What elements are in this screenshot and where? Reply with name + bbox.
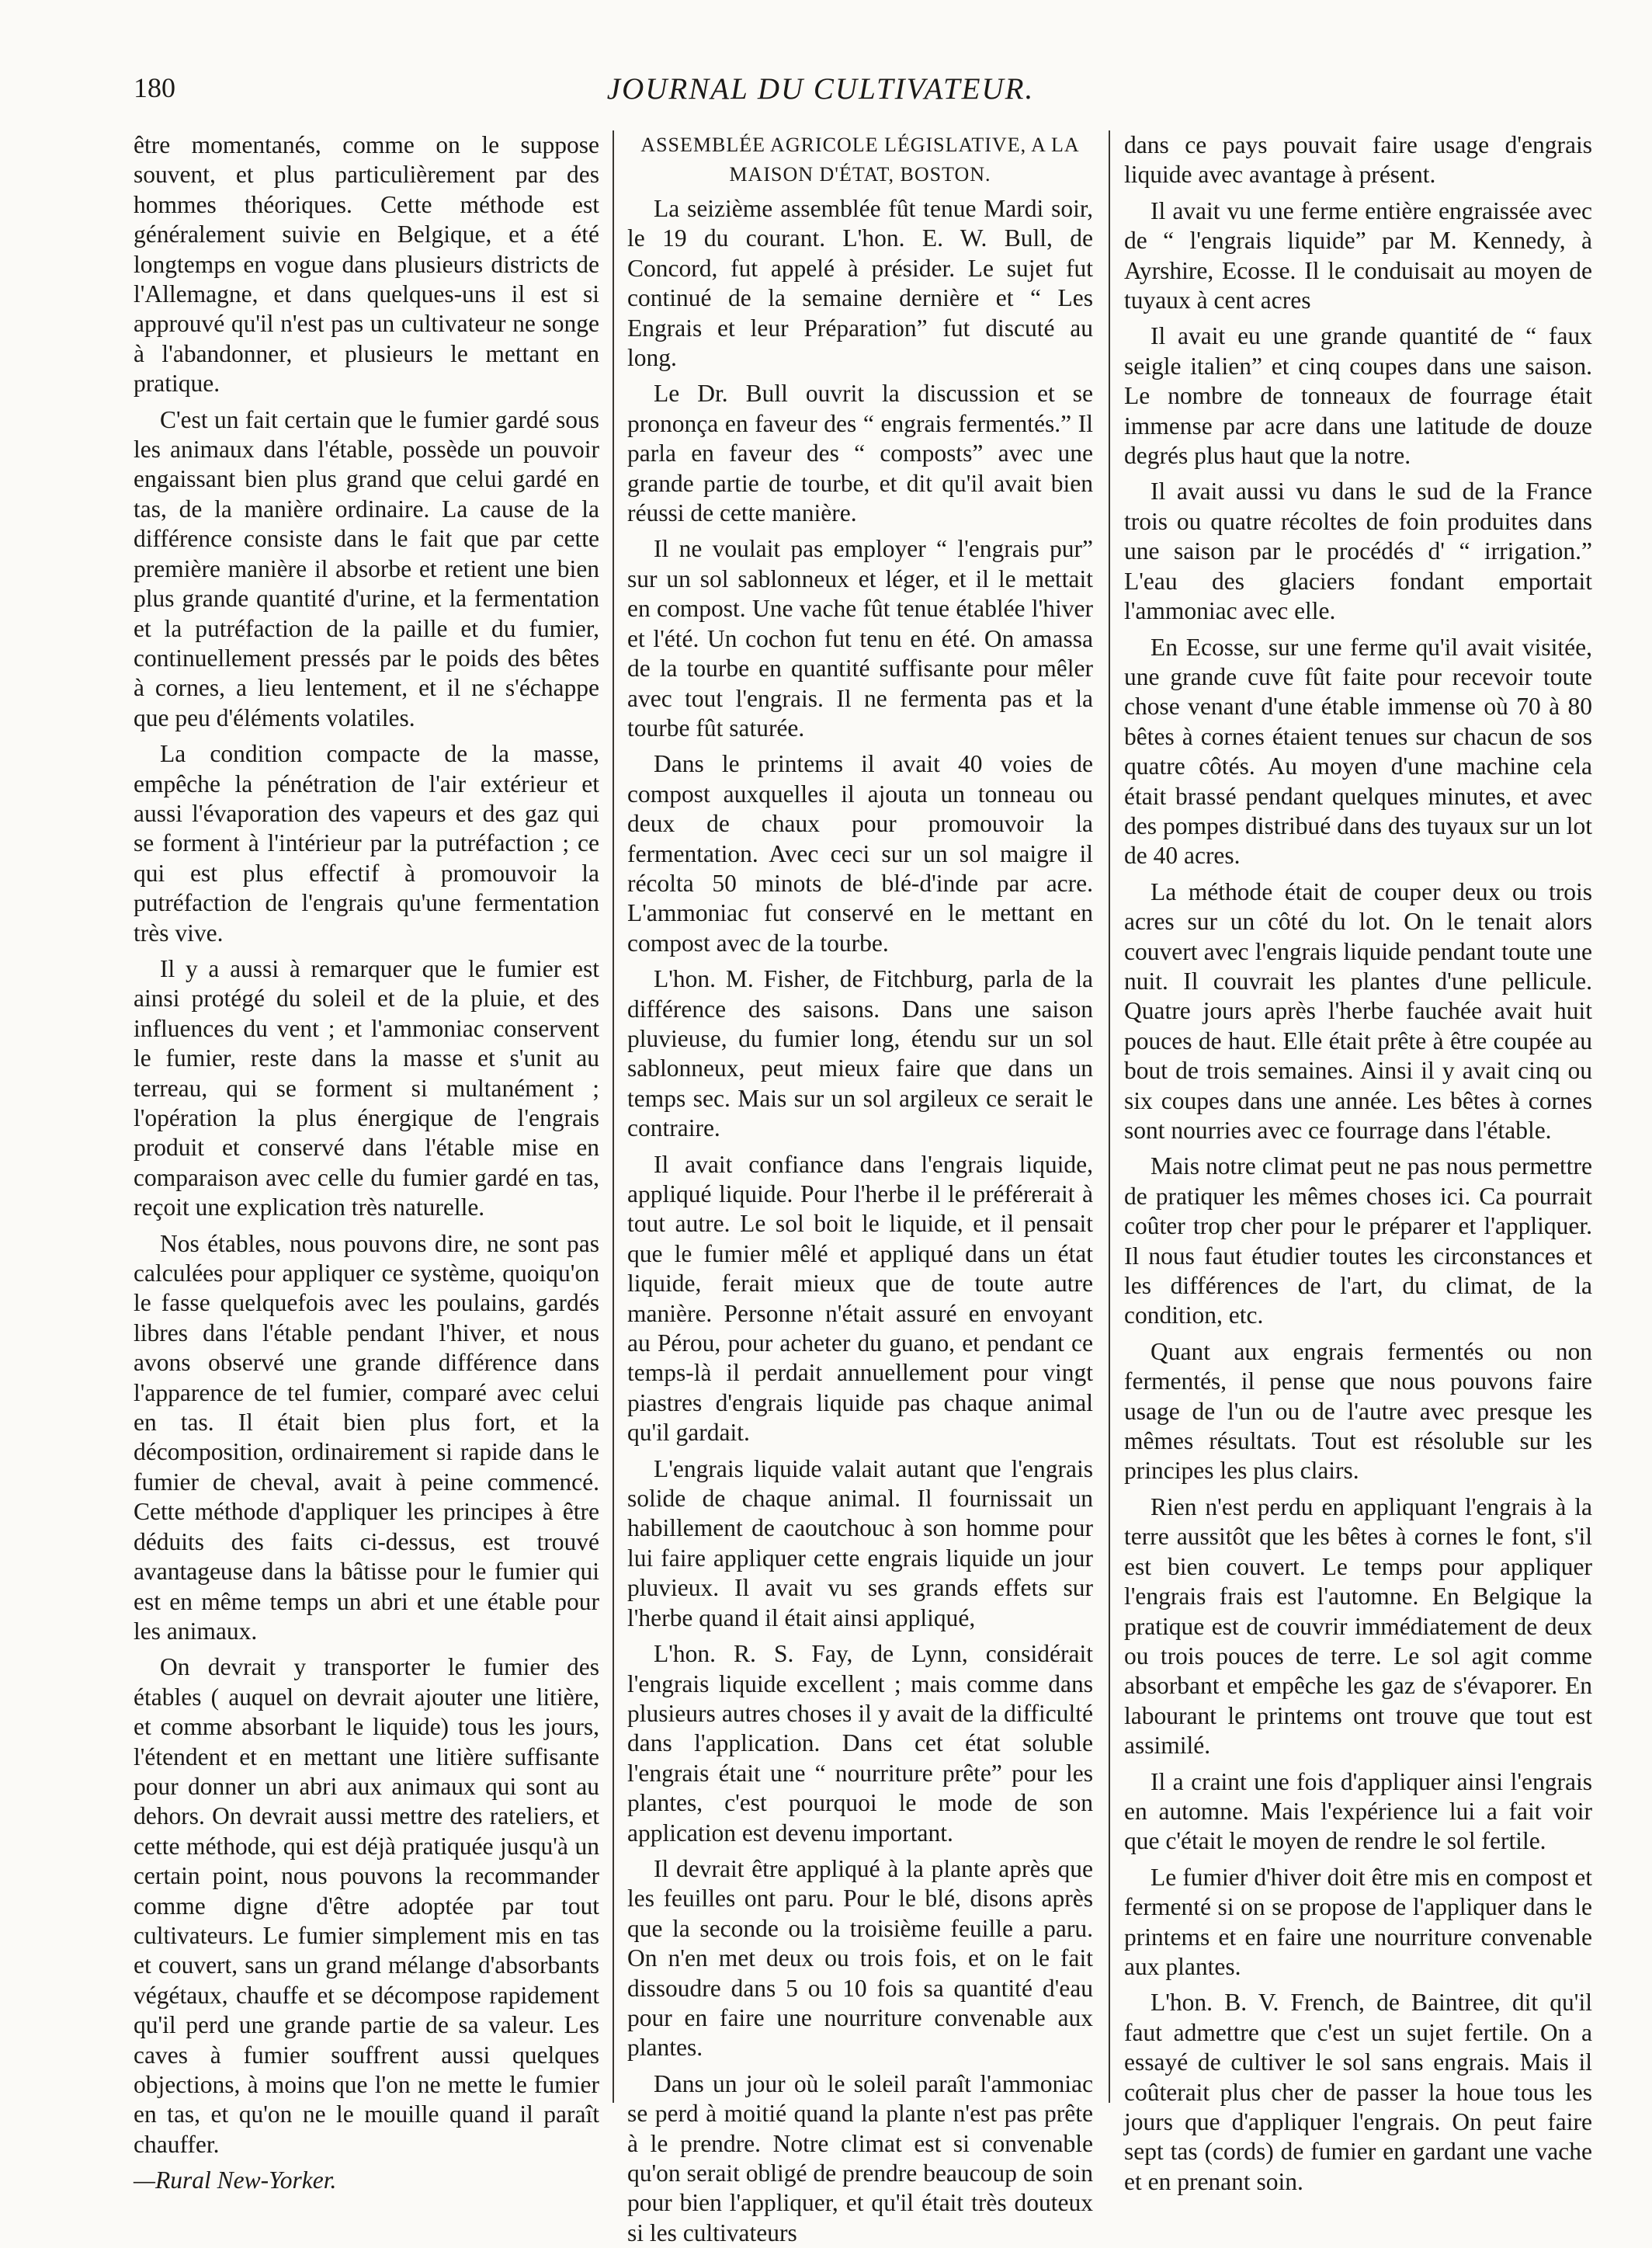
paragraph: Il y a aussi à remarquer que le fumier est ainsi protégé du soleil et de la pluie, et des influences du vent ; et l'ammoniac conservent le fumier, reste dans la masse et s'unit au terreau, qui se forment si multanément ; l'opération la plus énergique de l'engrais produit et conservé dans l'étable mise en comparaison avec celle du fumier gardé en tas, reçoit une explication très naturelle. [134, 954, 599, 1221]
paragraph: En Ecosse, sur une ferme qu'il avait visitée, une grande cuve fût faite pour recevoir toute chose venant d'une étable immense où 70 à 80 bêtes à cornes étaient tenues sur chacun de sos quatre côtés. Au moyen d'une machine cela était brassé pendant quelques minutes, et avec des pompes distribué dans des tuyaux sur un lot de 40 acres. [1124, 633, 1592, 870]
article-signature: —Rural New-Yorker. [134, 2166, 337, 2194]
paragraph: dans ce pays pouvait faire usage d'engrais liquide avec avantage à présent. [1124, 131, 1592, 189]
paragraph: Il ne voulait pas employer “ l'engrais pur” sur un sol sablonneux et léger, et il le mettait en compost. Une vache fût tenue établée l'hiver et l'été. Un cochon fut tenu en été. On amassa de la tourbe en quantité suffisante pour mêler avec tout l'engrais. Il ne fermenta pas et la tourbe fût saturée. [627, 535, 1093, 742]
column-rule [613, 130, 614, 2103]
paragraph: Le Dr. Bull ouvrit la discussion et se prononça en faveur des “ engrais fermentés.” Il parla en faveur des “ composts” avec une grande partie de tourbe, et dit qu'il avait bien réussi de cette manière. [627, 380, 1093, 527]
paragraph: L'hon. M. Fisher, de Fitchburg, parla de la différence des saisons. Dans une saison pluvieuse, du fumier long, étendu sur un sol sablonneux, peut mieux faire que dans un temps sec. Mais sur un sol argileux ce serait le contraire. [627, 965, 1093, 1142]
paragraph: La méthode était de couper deux ou trois acres sur un côté du lot. On le tenait alors couvert avec l'engrais liquide pendant toute une nuit. Il couvrait les plantes d'une pellicule. Quatre jours après l'herbe fauchée avait huit pouces de haut. Elle était prête à être coupée au bout de trois semaines. Ainsi il y avait cinq ou six coupes dans une année. Les bêtes à cornes sont nourries avec ce fourrage dans l'étable. [1124, 877, 1592, 1144]
paragraph: La condition compacte de la masse, empêche la pénétration de l'air extérieur et aussi l'évaporation des vapeurs et des gaz qui se forment à l'intérieur par la putréfaction ; ce qui est plus effectif à promouvoir la putréfaction de l'engrais qu'une fermentation très vive. [134, 740, 599, 947]
paragraph: Dans un jour où le soleil paraît l'ammoniac se perd à moitié quand la plante n'est pas prête à le prendre. Notre climat est si convenable qu'on serait obligé de prendre beaucoup de soin pour bien l'appliquer, et qu'il était très douteux si les cultivateurs [627, 2069, 1093, 2246]
paragraph: être momentanés, comme on le suppose souvent, et plus particulièrement par des hommes théoriques. Cette méthode est généralement suivie en Belgique, et a été longtemps en vogue dans plusieurs districts de l'Allemagne, et dans quelques-uns il est si approuvé qu'il n'est pas un cultivateur ne songe à l'abandonner, et plusieurs le mettant en pratique. [134, 131, 599, 398]
paragraph: Il devrait être appliqué à la plante après que les feuilles ont paru. Pour le blé, disons après que la seconde ou la troisième feuille a paru. On n'en met deux ou trois fois, et on le fait dissoudre dans 5 ou 10 fois sa quantité d'eau pour en faire une nourriture convenable aux plantes. [627, 1854, 1093, 2062]
paragraph: Il avait confiance dans l'engrais liquide, appliqué liquide. Pour l'herbe il le préférerait à tout autre. Le sol boit le liquide, et il pensait que le fumier mêlé et appliqué dans un état liquide, ferait mieux que de toute autre manière. Personne n'était assuré en envoyant au Pérou, pour acheter du guano, et pendant ce temps-là il perdait annuellement pour vingt piastres d'engrais liquide pas chaque animal qu'il gardait. [627, 1150, 1093, 1447]
article-heading-line: MAISON D'ÉTAT, BOSTON. [729, 163, 991, 186]
paragraph: Nos étables, nous pouvons dire, ne sont pas calculées pour appliquer ce système, quoiqu'on le fasse quelquefois avec les poulains, gardés libres dans l'étable pendant l'hiver, et nous avons observé une grande différence dans l'apparence de tel fumier, comparé avec celui en tas. Il était bien plus fort, et la décomposition, ordinairement si rapide dans le fumier de cheval, avait à peine commencé. Cette méthode d'appliquer les principes à être déduits des faits ci-dessus, est trouvé avantageuse dans la bâtisse pour le fumier qui est en même temps un abri et une étable pour les animaux. [134, 1229, 599, 1645]
column-1 [134, 130, 599, 2194]
paragraph: On devrait y transporter le fumier des étables ( auquel on devrait ajouter une litière, et comme absorbant le liquide) tous les jours, l'étendent et en mettant une litière suffisante pour donner un abri aux animaux qui sont au dehors. On devrait aussi mettre des rateliers, et cette méthode, qui est déjà pratiquée jusqu'à un certain point, nous pouvons la recommander comme digne d'être adoptée par tout cultivateurs. Le fumier simplement mis en tas et couvert, sans un grand mélange d'absorbants végétaux, chauffe et se décompose rapidement qu'il perd une grande partie de sa valeur. Les caves à fumier souffrent aussi quelques objections, à moins que l'on ne mette le fumier en tas, et qu'on ne le mouille quand il paraît chauffer. [134, 1653, 599, 2158]
paragraph: Rien n'est perdu en appliquant l'engrais à la terre aussitôt que les bêtes à cornes le font, s'il est bien couvert. Le temps pour appliquer l'engrais frais est l'automne. En Belgique la pratique est de couvrir immédiatement de deux ou trois pouces de terre. Le sol agit comme absorbant et empêche les gaz de s'évaporer. En labourant le printems ont trouve que tout est assimilé. [1124, 1492, 1592, 1760]
page-header [134, 71, 1508, 110]
column-3 [1124, 130, 1592, 2195]
paragraph: Quant aux engrais fermentés ou non fermentés, il pense que nous pouvons faire usage de l'un ou de l'autre avec presque les mêmes résultats. Tout est résoluble sur les principes les plus clairs. [1124, 1337, 1592, 1485]
page-number: 180 [134, 72, 175, 103]
paragraph: La seizième assemblée fût tenue Mardi soir, le 19 du courant. L'hon. E. W. Bull, de Concord, fut appelé à présider. Le sujet fut continué de la semaine dernière et “ Les Engrais et leur Préparation” fut discuté au long. [627, 195, 1093, 372]
paragraph: Dans le printems il avait 40 voies de compost auxquelles il ajouta un tonneau ou deux de chaux pour promouvoir la fermentation. Avec ceci sur un sol maigre il récolta 50 minots de blé-d'inde par acre. L'ammoniac fut conservé en le mettant en compost avec de la tourbe. [627, 750, 1093, 957]
paragraph: Le fumier d'hiver doit être mis en compost et fermenté si on se propose de l'appliquer dans le printems et en faire une nourriture convenable aux plantes. [1124, 1863, 1592, 1980]
paragraph: L'hon. R. S. Fay, de Lynn, considérait l'engrais liquide excellent ; mais comme dans plusieurs autres choses il y avait de la difficulté dans l'application. Dans cet état soluble l'engrais était une “ nourriture prête” pour les plantes, c'est pourquoi le mode de son application est devenu important. [627, 1640, 1093, 1847]
column-rule [1109, 130, 1110, 2103]
paragraph: C'est un fait certain que le fumier gardé sous les animaux dans l'étable, possède un pouvoir engaissant bien plus grand que celui gardé en tas, de la manière ordinaire. La cause de la différence consiste dans le fait que par cette première manière il absorbe et retient une bien plus grande quantité d'urine, et la fermentation et la putréfaction de la paille et du fumier, continuellement pressés par le poids des bêtes à cornes, a lieu lentement, et il ne s'échappe que peu d'éléments volatiles. [134, 405, 599, 731]
article-heading [627, 130, 1093, 189]
paragraph: Il avait aussi vu dans le sud de la France trois ou quatre récoltes de foin produites dans une saison par le procédés d' “ irrigation.” L'eau des glaciers fondant emportait l'ammoniac avec elle. [1124, 478, 1592, 625]
column-2 [627, 130, 1093, 2246]
paragraph: Il a craint une fois d'appliquer ainsi l'engrais en automne. Mais l'expérience lui a fait voir que c'était le moyen de rendre le sol fertile. [1124, 1767, 1592, 1855]
paragraph: Il avait vu une ferme entière engraissée avec de “ l'engrais liquide” par M. Kennedy, à Ayrshire, Ecosse. Il le conduisait au moyen de tuyaux à cent acres [1124, 196, 1592, 314]
article-heading-line: ASSEMBLÉE AGRICOLE LÉGISLATIVE, A LA [640, 134, 1080, 156]
running-title: JOURNAL DU CULTIVATEUR. [606, 72, 1035, 106]
paragraph: L'hon. B. V. French, de Baintree, dit qu'il faut admettre que c'est un sujet fertile. On a essayé de cultiver le sol sans engrais. Mais il coûterait plus cher de passer la houe tous les jours que d'appliquer l'engrais. On peut faire sept tas (cords) de fumier en gardant une vache et en prenant soin. [1124, 1989, 1592, 2195]
paragraph: Mais notre climat peut ne pas nous permettre de pratiquer les mêmes choses ici. Ca pourrait coûter trop cher pour le préparer et l'appliquer. Il nous faut étudier toutes les circonstances et les différences de l'art, du climat, de la condition, etc. [1124, 1152, 1592, 1329]
paragraph: Il avait eu une grande quantité de “ faux seigle italien” et cinq coupes dans une saison. Le nombre de tonneaux de fourrage était immense par acre dans une latitude de douze degrés plus haut que la notre. [1124, 322, 1592, 470]
paragraph: L'engrais liquide valait autant que l'engrais solide de chaque animal. Il fournissait un habillement de caoutchouc à son homme pour lui faire appliquer cette engrais liquide un jour pluvieux. Il avait vu ses grands effets sur l'herbe quand il était ainsi appliqué, [627, 1454, 1093, 1631]
